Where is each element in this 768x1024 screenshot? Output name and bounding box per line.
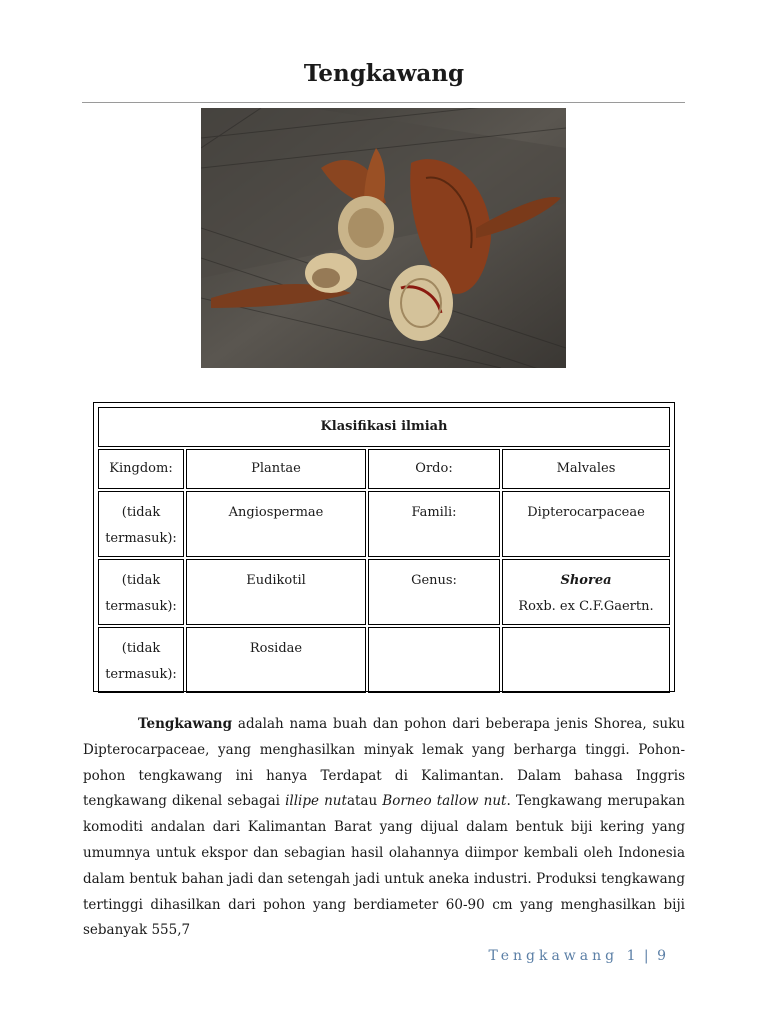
classification-table [93,402,675,692]
genus-author: Roxb. ex C.F.Gaertn. [518,599,654,614]
table-cell: Eudikotil [186,559,366,625]
page-footer [488,948,668,964]
table-cell: Malvales [502,449,670,489]
table-cell: (tidak termasuk): [98,559,184,625]
table-cell: (tidak termasuk): [98,627,184,693]
table-cell [502,627,670,693]
table-cell: Genus: [368,559,500,625]
table-cell: Kingdom: [98,449,184,489]
paragraph-text: adalah nama buah dan pohon dari beberapa jenis Shorea, suku Dipterocarpaceae, yang menghasilkan minyak lemak yang berharga tinggi. Pohon-pohon tengkawang ini hanya Terdapat di Kalimantan. Dalam bahasa Inggris tengkawang dikenal sebagai [83,716,685,810]
paragraph-text: . Tengkawang merupakan komoditi andalan dari Kalimantan Barat yang dijual dalam bentuk biji kering yang umumnya untuk ekspor dan sebagian hasil olahannya diimpor kembali oleh Indonesia dalam bentuk bahan jadi dan setengah jadi untuk aneka industri. Produksi tengkawang tertinggi dihasilkan dari pohon yang berdiameter 60-90 cm yang menghasilkan biji sebanyak 555,7 [83,793,685,939]
table-cell: Plantae [186,449,366,489]
tengkawang-fruit-photo [201,108,566,368]
table-cell-genus [502,559,670,625]
borneo-term: Borneo tallow nut [382,793,507,810]
footer-label: Tengkawang [488,948,619,964]
table-cell [368,627,500,693]
illipe-term: illipe nut [285,793,347,810]
table-cell: Rosidae [186,627,366,693]
table-cell: Angiospermae [186,491,366,557]
table-cell: Famili: [368,491,500,557]
paragraph-lead: Tengkawang [138,716,233,732]
table-header: Klasifikasi ilmiah [98,407,670,447]
body-paragraph [83,712,685,944]
title-divider [82,102,685,103]
page-title: Tengkawang [303,60,465,87]
page-number: 1 | 9 [626,948,668,964]
genus-name: Shorea [560,573,612,588]
table-cell: Ordo: [368,449,500,489]
table-cell: (tidak termasuk): [98,491,184,557]
table-cell: Dipterocarpaceae [502,491,670,557]
paragraph-text: atau [346,793,383,810]
